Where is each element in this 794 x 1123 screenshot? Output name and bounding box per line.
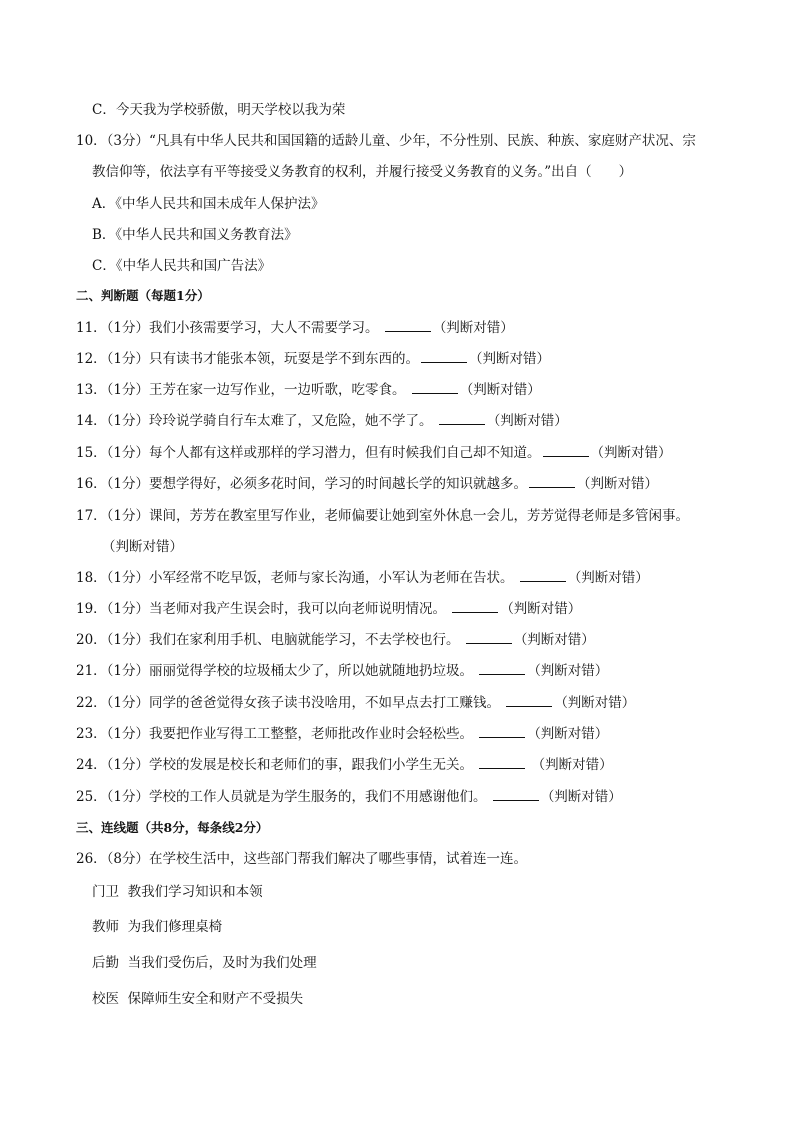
- question-16: 16．（1分）要想学得好，必须多花时间，学习的时间越长学的知识就越多。 （判断对错）: [76, 476, 659, 492]
- answer-blank[interactable]: [439, 411, 485, 425]
- match-row-3: [92, 953, 317, 973]
- answer-blank[interactable]: [452, 599, 498, 613]
- question-26: 26．（8分）在学校生活中，这些部门帮我们解决了哪些事情，试着连一连。: [76, 851, 528, 867]
- q9-option-c: C．今天我为学校骄傲，明天学校以我为荣: [92, 102, 346, 118]
- question-20: 20．（1分）我们在家利用手机、电脑就能学习，不去学校也行。 （判断对错）: [76, 632, 595, 648]
- question-21: 21．（1分）丽丽觉得学校的垃圾桶太少了，所以她就随地扔垃圾。 （判断对错）: [76, 663, 609, 679]
- q10-option-b: B．《中华人民共和国义务教育法》: [92, 227, 298, 243]
- task-label[interactable]: 为我们修理桌椅: [127, 919, 223, 935]
- match-row-4: [92, 989, 303, 1009]
- section3-title: 三、连线题（共8分，每条线2分）: [76, 820, 269, 835]
- section2-title: 二、判断题（每题1分）: [76, 288, 210, 303]
- question-23: 23．（1分）我要把作业写得工工整整，老师批改作业时会轻松些。 （判断对错）: [76, 726, 609, 742]
- answer-blank[interactable]: [94, 538, 100, 551]
- answer-blank[interactable]: [543, 443, 589, 457]
- question-15: 15．（1分）每个人都有这样或那样的学习潜力，但有时候我们自己却不知道。 （判断对错）: [76, 445, 672, 461]
- match-row-2: [92, 917, 222, 937]
- answer-blank[interactable]: [479, 755, 525, 769]
- answer-blank[interactable]: [466, 630, 512, 644]
- q10-stem-line2: 教信仰等，依法享有平等接受义务教育的权利，并履行接受义务教育的义务。”出自（ ）: [92, 164, 633, 180]
- answer-blank[interactable]: [412, 380, 458, 394]
- answer-blank[interactable]: [506, 693, 552, 707]
- answer-blank[interactable]: [529, 474, 575, 488]
- task-label[interactable]: 保障师生安全和财产不受损失: [127, 991, 304, 1007]
- answer-blank[interactable]: [479, 661, 525, 675]
- answer-blank[interactable]: [421, 349, 467, 363]
- match-row-1: [92, 882, 263, 902]
- answer-blank[interactable]: [493, 787, 539, 801]
- answer-blank[interactable]: [479, 724, 525, 738]
- q10-option-c: C．《中华人民共和国广告法》: [92, 258, 272, 274]
- question-22: 22．（1分）同学的爸爸觉得女孩子读书没啥用，不如早点去打工赚钱。 （判断对错）: [76, 695, 636, 711]
- dept-label[interactable]: 教师: [92, 919, 119, 935]
- task-label[interactable]: 教我们学习知识和本领: [127, 884, 263, 900]
- question-14: 14．（1分）玲玲说学骑自行车太难了，又危险，她不学了。 （判断对错）: [76, 413, 568, 429]
- dept-label[interactable]: 后勤: [92, 955, 119, 971]
- question-11: 11．（1分）我们小孩需要学习，大人不需要学习。 （判断对错）: [76, 320, 514, 336]
- answer-blank[interactable]: [520, 568, 566, 582]
- q10-option-a: A．《中华人民共和国未成年人保护法》: [92, 196, 325, 212]
- dept-label[interactable]: 校医: [92, 991, 119, 1007]
- question-17: 17．（1分）课间，芳芳在教室里写作业，老师偏要让她到室外休息一会儿，芳芳觉得老师是多管闲事。: [76, 508, 690, 524]
- question-18: 18．（1分）小军经常不吃早饭，老师与家长沟通，小军认为老师在告状。 （判断对错）: [76, 570, 649, 586]
- question-24: 24．（1分）学校的发展是校长和老师们的事，跟我们小学生无关。 （判断对错）: [76, 757, 613, 773]
- answer-blank[interactable]: [385, 318, 431, 332]
- question-17-cont: （判断对错）: [92, 537, 183, 557]
- q10-stem-line1: 10．（3分）“凡具有中华人民共和国国籍的适龄儿童、少年，不分性别、民族、种族、家庭财产状况、宗: [76, 133, 696, 149]
- question-25: 25．（1分）学校的工作人员就是为学生服务的，我们不用感谢他们。 （判断对错）: [76, 789, 622, 805]
- question-12: 12．（1分）只有读书才能张本领，玩耍是学不到东西的。 （判断对错）: [76, 351, 551, 367]
- task-label[interactable]: 当我们受伤后，及时为我们处理: [127, 955, 317, 971]
- question-19: 19．（1分）当老师对我产生误会时，我可以向老师说明情况。 （判断对错）: [76, 601, 582, 617]
- dept-label[interactable]: 门卫: [92, 884, 119, 900]
- question-13: 13．（1分）王芳在家一边写作业，一边听歌，吃零食。 （判断对错）: [76, 382, 541, 398]
